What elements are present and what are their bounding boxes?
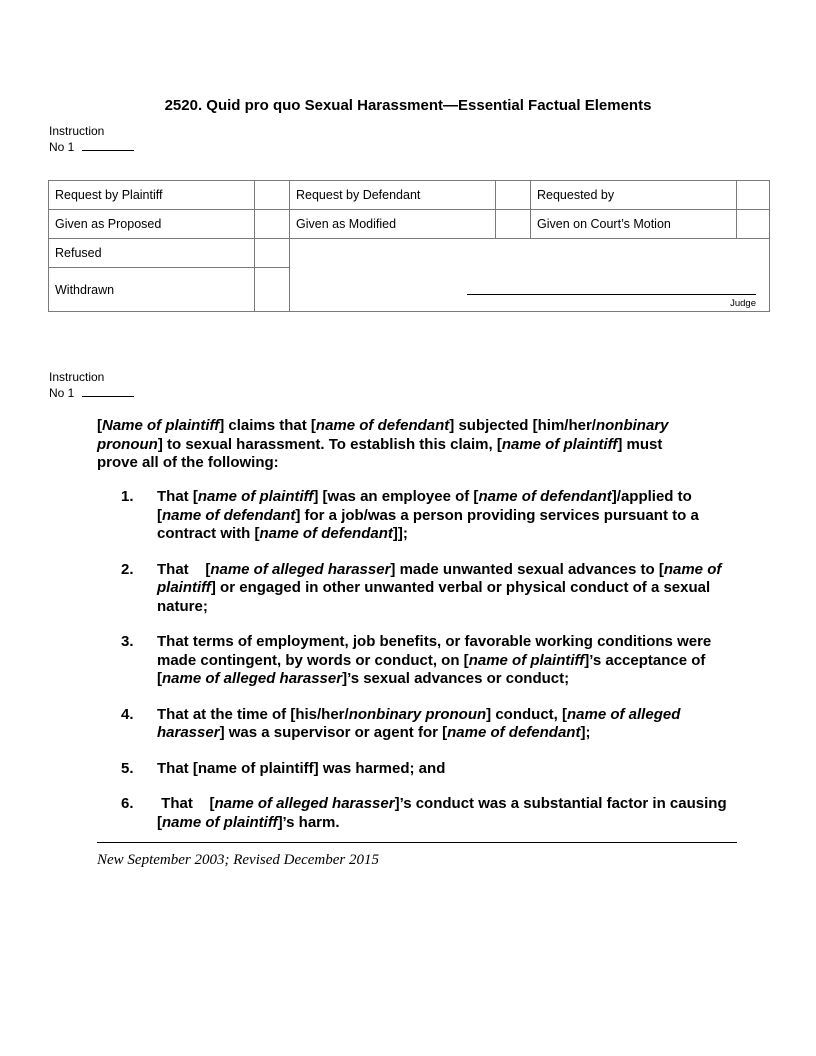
given-as-proposed-checkbox[interactable] xyxy=(255,210,290,239)
element-placeholder: name of plaintiff xyxy=(157,560,726,596)
element-item xyxy=(97,633,727,689)
requested-by-label: Requested by xyxy=(531,181,737,210)
element-item xyxy=(97,706,727,743)
instruction-label: Instruction xyxy=(49,370,105,384)
judge-signature-cell xyxy=(290,239,770,312)
element-placeholder: name of alleged harasser xyxy=(214,795,395,812)
request-by-defendant-checkbox[interactable] xyxy=(496,181,531,210)
intro-placeholder: name of plaintiff xyxy=(501,435,618,453)
element-placeholder: name of defendant xyxy=(478,488,612,505)
element-text: ]’s acceptance of [ xyxy=(157,651,710,687)
withdrawn-label: Withdrawn xyxy=(49,268,255,312)
elements-list xyxy=(97,488,731,849)
judge-label: Judge xyxy=(730,298,756,309)
element-text: That terms of employment, job benefits, or favorable working conditions were made contingent, by words or conduct, on [ xyxy=(157,633,716,669)
element-text: ]/applied to [ xyxy=(157,488,696,524)
instruction-number-row xyxy=(49,139,134,155)
judge-signature-line[interactable] xyxy=(467,294,756,295)
element-placeholder: name of plaintiff xyxy=(162,813,278,831)
element-item xyxy=(97,488,727,544)
element-text: That at the time of [his/her/ xyxy=(157,705,349,723)
page-title: 2520. Quid pro quo Sexual Harassment—Essential Factual Elements xyxy=(164,97,652,114)
element-number: 6. xyxy=(121,795,134,812)
element-text: ]; xyxy=(580,724,591,741)
given-on-courts-motion-checkbox[interactable] xyxy=(737,210,770,239)
element-placeholder: name of plaintiff xyxy=(468,651,585,669)
element-number: 2. xyxy=(121,560,134,578)
element-number: 5. xyxy=(121,759,134,777)
intro-text: ] must prove all of the following: xyxy=(97,435,663,471)
instruction-label: Instruction xyxy=(49,124,105,138)
intro-text: ] claims that [ xyxy=(219,417,316,434)
intro-text: ] to sexual harassment. To establish this claim, [ xyxy=(157,435,502,453)
intro-placeholder: name of defendant xyxy=(315,417,450,434)
intro-text: [ xyxy=(97,417,102,434)
instruction-number: No 1 xyxy=(49,140,75,154)
instruction-header-top xyxy=(49,124,134,155)
element-placeholder: name of defendant xyxy=(162,506,296,524)
withdrawn-checkbox[interactable] xyxy=(255,268,290,312)
element-placeholder: name of defendant xyxy=(259,525,393,542)
element-placeholder: nonbinary pronoun xyxy=(348,705,487,723)
footer-divider xyxy=(97,842,737,843)
element-number: 3. xyxy=(121,633,134,650)
element-placeholder: name of plaintiff xyxy=(197,488,314,505)
instruction-number-blank[interactable] xyxy=(82,385,134,397)
request-table xyxy=(48,180,770,312)
given-as-modified-checkbox[interactable] xyxy=(496,210,531,239)
element-text: That [name of plaintiff] was harmed; and xyxy=(157,759,446,777)
element-placeholder: name of alleged harasser xyxy=(157,705,685,741)
intro-placeholder: Name of plaintiff xyxy=(102,417,220,434)
element-text: ]’s harm. xyxy=(277,813,340,831)
request-by-plaintiff-checkbox[interactable] xyxy=(255,181,290,210)
element-text: That [ xyxy=(157,488,198,505)
instruction-header-bottom xyxy=(49,370,134,401)
refused-checkbox[interactable] xyxy=(255,239,290,268)
requested-by-checkbox[interactable] xyxy=(737,181,770,210)
element-text: ] made unwanted sexual advances to [ xyxy=(390,560,664,578)
element-text: ] conduct, [ xyxy=(486,705,567,723)
intro-text: ] subjected [him/her/ xyxy=(449,417,596,434)
instruction-number: No 1 xyxy=(49,386,75,400)
element-text: That [ xyxy=(157,795,215,812)
element-text: ]]; xyxy=(392,525,408,542)
element-text: That [ xyxy=(157,560,211,578)
revision-history: New September 2003; Revised December 2015 xyxy=(97,852,379,868)
request-by-plaintiff-label: Request by Plaintiff xyxy=(49,181,255,210)
element-text: ] [was an employee of [ xyxy=(313,488,479,505)
given-as-proposed-label: Given as Proposed xyxy=(49,210,255,239)
element-item xyxy=(97,561,727,617)
element-text: ]’s conduct was a substantial factor in causing [ xyxy=(157,795,731,831)
element-text: ] was a supervisor or agent for [ xyxy=(219,724,448,741)
instruction-intro xyxy=(97,417,697,473)
given-on-courts-motion-label: Given on Court’s Motion xyxy=(531,210,737,239)
element-text: ] for a job/was a person providing services pursuant to a contract with [ xyxy=(157,506,703,542)
instruction-number-blank[interactable] xyxy=(82,139,134,151)
request-by-defendant-label: Request by Defendant xyxy=(290,181,496,210)
element-item xyxy=(97,760,727,779)
refused-label: Refused xyxy=(49,239,255,268)
element-item xyxy=(97,795,731,832)
element-number: 4. xyxy=(121,705,134,723)
element-placeholder: name of alleged harasser xyxy=(210,560,391,578)
element-placeholder: name of alleged harasser xyxy=(162,670,343,687)
intro-placeholder: nonbinary pronoun xyxy=(97,417,669,453)
element-text: ]’s sexual advances or conduct; xyxy=(342,670,570,687)
instruction-number-row xyxy=(49,385,134,401)
element-number: 1. xyxy=(121,488,134,505)
element-text: ] or engaged in other unwanted verbal or physical conduct of a sexual nature; xyxy=(157,579,715,615)
element-placeholder: name of defendant xyxy=(447,724,581,741)
given-as-modified-label: Given as Modified xyxy=(290,210,496,239)
